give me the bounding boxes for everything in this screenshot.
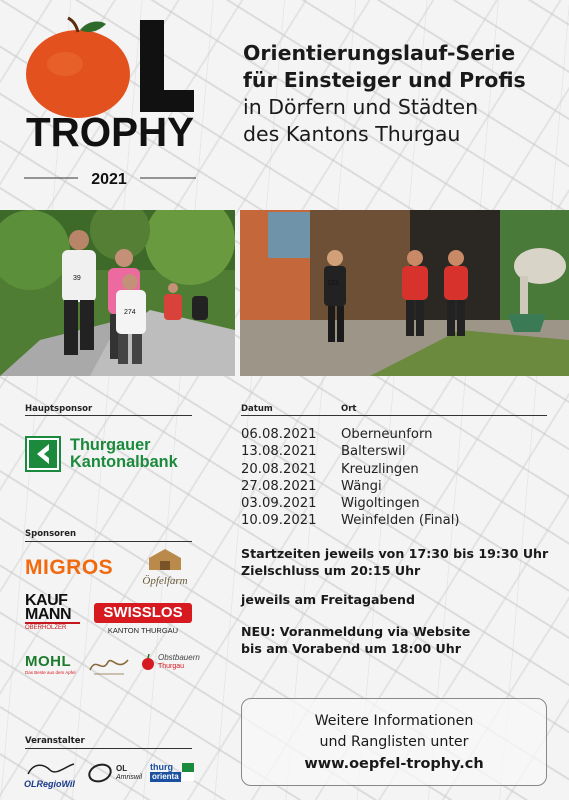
sponsor-kaufmann bbox=[25, 594, 80, 632]
swisslos-label: SWISSLOS bbox=[94, 603, 192, 623]
sponsor-swisslos bbox=[94, 603, 192, 635]
sponsor-migros: MIGROS bbox=[25, 556, 114, 579]
organizer-olregiowil bbox=[24, 760, 78, 789]
event-place: Balterswil bbox=[341, 444, 406, 460]
more-info-line-2: und Ranglisten unter bbox=[319, 734, 469, 750]
more-info-line-1: Weitere Informationen bbox=[314, 713, 474, 729]
headline-line-4: des Kantons Thurgau bbox=[243, 122, 461, 146]
registration-line-1: NEU: Voranmeldung via Website bbox=[241, 624, 471, 639]
event-date: 27.08.2021 bbox=[241, 478, 317, 494]
label-sponsoren: Sponsoren bbox=[25, 529, 77, 539]
ol-trophy-logo bbox=[20, 16, 200, 196]
event-row bbox=[241, 478, 460, 495]
logo-year: 2021 bbox=[91, 171, 127, 188]
start-times bbox=[241, 545, 548, 579]
photo-runners-farm bbox=[240, 210, 569, 376]
event-date: 10.09.2021 bbox=[241, 513, 317, 529]
event-list bbox=[241, 426, 460, 530]
bib-number: 39 bbox=[73, 275, 81, 282]
olregiowil-icon bbox=[24, 760, 78, 778]
event-place: Wängi bbox=[341, 478, 382, 494]
organizer-ol-amriswil bbox=[87, 762, 142, 784]
divider bbox=[241, 415, 547, 416]
event-row bbox=[241, 426, 460, 443]
thurgorienta-line-2: orienta bbox=[152, 772, 179, 781]
organizer-thurgorienta bbox=[150, 762, 195, 782]
event-date: 06.08.2021 bbox=[241, 427, 317, 442]
label-datum: Datum bbox=[241, 404, 273, 414]
thurgorienta-flag-icon bbox=[181, 762, 195, 782]
more-info-box bbox=[241, 698, 547, 786]
apple-icon bbox=[26, 30, 130, 118]
photo-runners-road bbox=[0, 210, 235, 376]
label-veranstalter: Veranstalter bbox=[25, 736, 85, 746]
event-row bbox=[241, 461, 460, 478]
headline bbox=[243, 40, 563, 148]
kaufmann-line-1: KAUF bbox=[25, 592, 68, 609]
obstbauern-line-1: Obstbauern bbox=[158, 653, 200, 662]
event-row bbox=[241, 443, 460, 460]
olregiowil-label: OLRegioWil bbox=[24, 779, 75, 789]
bib-number: 123 bbox=[327, 280, 339, 287]
obstbauern-line-2: Thurgau bbox=[158, 663, 185, 670]
start-times-line-1: Startzeiten jeweils von 17:30 bis 19:30 Uhr bbox=[241, 546, 549, 561]
event-row bbox=[241, 495, 460, 512]
sponsor-signature-logo bbox=[88, 654, 130, 676]
registration-note bbox=[241, 623, 470, 657]
swisslos-sub: KANTON THURGAU bbox=[107, 626, 179, 635]
kaufmann-line-2: MANN bbox=[25, 606, 71, 623]
apple-icon bbox=[140, 653, 156, 671]
tkb-logo-icon bbox=[25, 436, 61, 472]
mohl-label: MOHL bbox=[25, 653, 72, 670]
farm-icon bbox=[145, 546, 185, 572]
event-date: 03.09.2021 bbox=[241, 496, 317, 512]
ol-amriswil-icon bbox=[87, 762, 113, 784]
label-ort: Ort bbox=[341, 404, 357, 414]
thurgorienta-line-1: thurg bbox=[150, 762, 173, 772]
event-place: Weinfelden (Final) bbox=[341, 513, 460, 529]
divider bbox=[25, 415, 192, 416]
sponsor-mohl bbox=[25, 653, 80, 675]
kaufmann-line-3: OBERHOLZER bbox=[25, 622, 80, 632]
website-link[interactable]: www.oepfel-trophy.ch bbox=[304, 756, 484, 772]
friday-note: jeweils am Freitagabend bbox=[241, 592, 415, 607]
divider bbox=[25, 748, 192, 749]
event-date: 13.08.2021 bbox=[241, 444, 317, 460]
ol-amriswil-line-2: Amriswil bbox=[116, 774, 143, 781]
headline-line-3: in Dörfern und Städten bbox=[243, 95, 479, 119]
tkb-line-2: Kantonalbank bbox=[70, 453, 178, 471]
event-place: Kreuzlingen bbox=[341, 461, 419, 477]
event-row bbox=[241, 512, 460, 529]
sponsor-oepfelfarm bbox=[136, 546, 194, 587]
divider bbox=[25, 541, 192, 542]
registration-line-2: bis am Vorabend um 18:00 Uhr bbox=[241, 641, 461, 656]
logo-trophy-word: TROPHY bbox=[26, 109, 194, 155]
headline-line-1: Orientierungslauf-Serie bbox=[243, 41, 516, 65]
oepfelfarm-label: Öpfelfarm bbox=[142, 575, 188, 587]
bib-number: 274 bbox=[124, 309, 136, 316]
sponsor-obstbauern bbox=[140, 653, 200, 671]
label-hauptsponsor: Hauptsponsor bbox=[25, 404, 93, 414]
tkb-line-1: Thurgauer bbox=[70, 436, 151, 454]
event-place: Wigoltingen bbox=[341, 496, 420, 512]
mohl-sub: Das Beste aus dem Apfel bbox=[25, 670, 76, 675]
headline-line-2: für Einsteiger und Profis bbox=[243, 68, 526, 92]
start-times-line-2: Zielschluss um 20:15 Uhr bbox=[241, 563, 421, 578]
event-place: Oberneunforn bbox=[341, 427, 433, 442]
event-date: 20.08.2021 bbox=[241, 461, 317, 477]
main-sponsor-tkb bbox=[25, 436, 178, 472]
ol-amriswil-line-1: OL bbox=[116, 764, 128, 773]
